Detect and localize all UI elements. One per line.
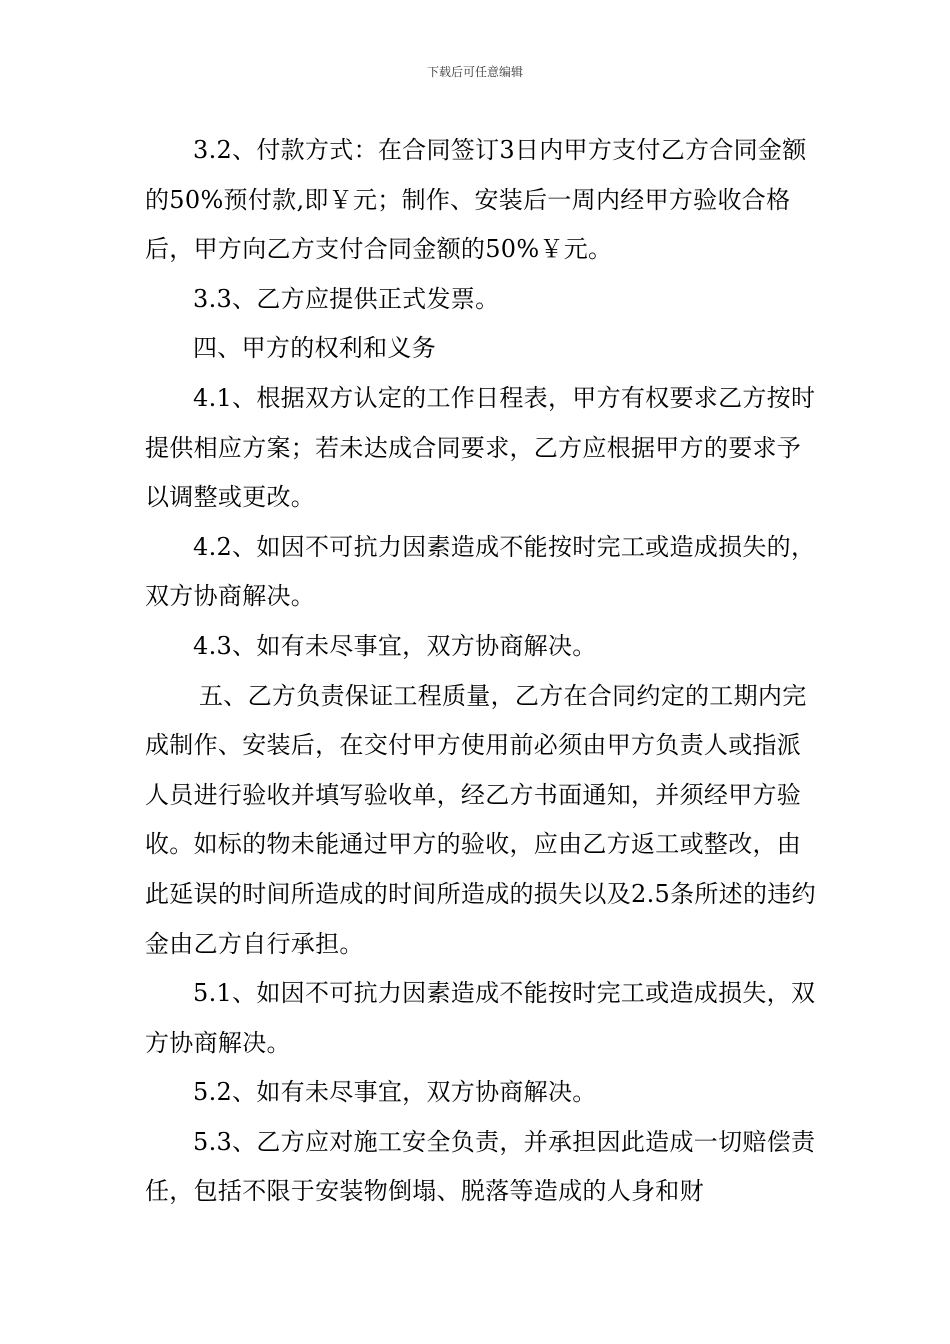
paragraph-5-1: 5.1、如因不可抗力因素造成不能按时完工或造成损失，双方协商解决。 bbox=[145, 979, 816, 1057]
page-header: 下载后可任意编辑 bbox=[426, 65, 523, 79]
section-5: 五、乙方负责保证工程质量，乙方在合同约定的工期内完成制作、安装后，在交付甲方使用前必须由甲方负责人或指派人员进行验收并填写验收单，经乙方书面通知，并须经甲方验收。如标的物未能通过甲方的验收，应由乙方返工或整改，由此延误的时间所造成的时间所造成的损失以及2.5条所述的违约金由乙方自行承担。 bbox=[145, 681, 816, 958]
paragraph-4-1: 4.1、根据双方认定的工作日程表，甲方有权要求乙方按时提供相应方案；若未达成合同要求，乙方应根据甲方的要求予以调整或更改。 bbox=[145, 383, 816, 512]
paragraph-4-2: 4.2、如因不可抗力因素造成不能按时完工或造成损失的，双方协商解决。 bbox=[145, 532, 816, 611]
paragraph-5-2: 5.2、如有未尽事宜，双方协商解决。 bbox=[193, 1078, 597, 1107]
document-body bbox=[145, 126, 825, 1217]
paragraph-3-3: 3.3、乙方应提供正式发票。 bbox=[193, 284, 500, 313]
section-heading-4: 四、甲方的权利和义务 bbox=[193, 334, 436, 363]
paragraph-3-2: 3.2、付款方式：在合同签订3日内甲方支付乙方合同金额的50%预付款,即￥元；制作、安装后一周内经甲方验收合格后，甲方向乙方支付合同金额的50%￥元。 bbox=[145, 136, 807, 264]
paragraph-5-3: 5.3、乙方应对施工安全负责，并承担因此造成一切赔偿责任，包括不限于安装物倒塌、脱落等造成的人身和财 bbox=[145, 1127, 816, 1206]
paragraph-4-3: 4.3、如有未尽事宜，双方协商解决。 bbox=[193, 631, 597, 660]
